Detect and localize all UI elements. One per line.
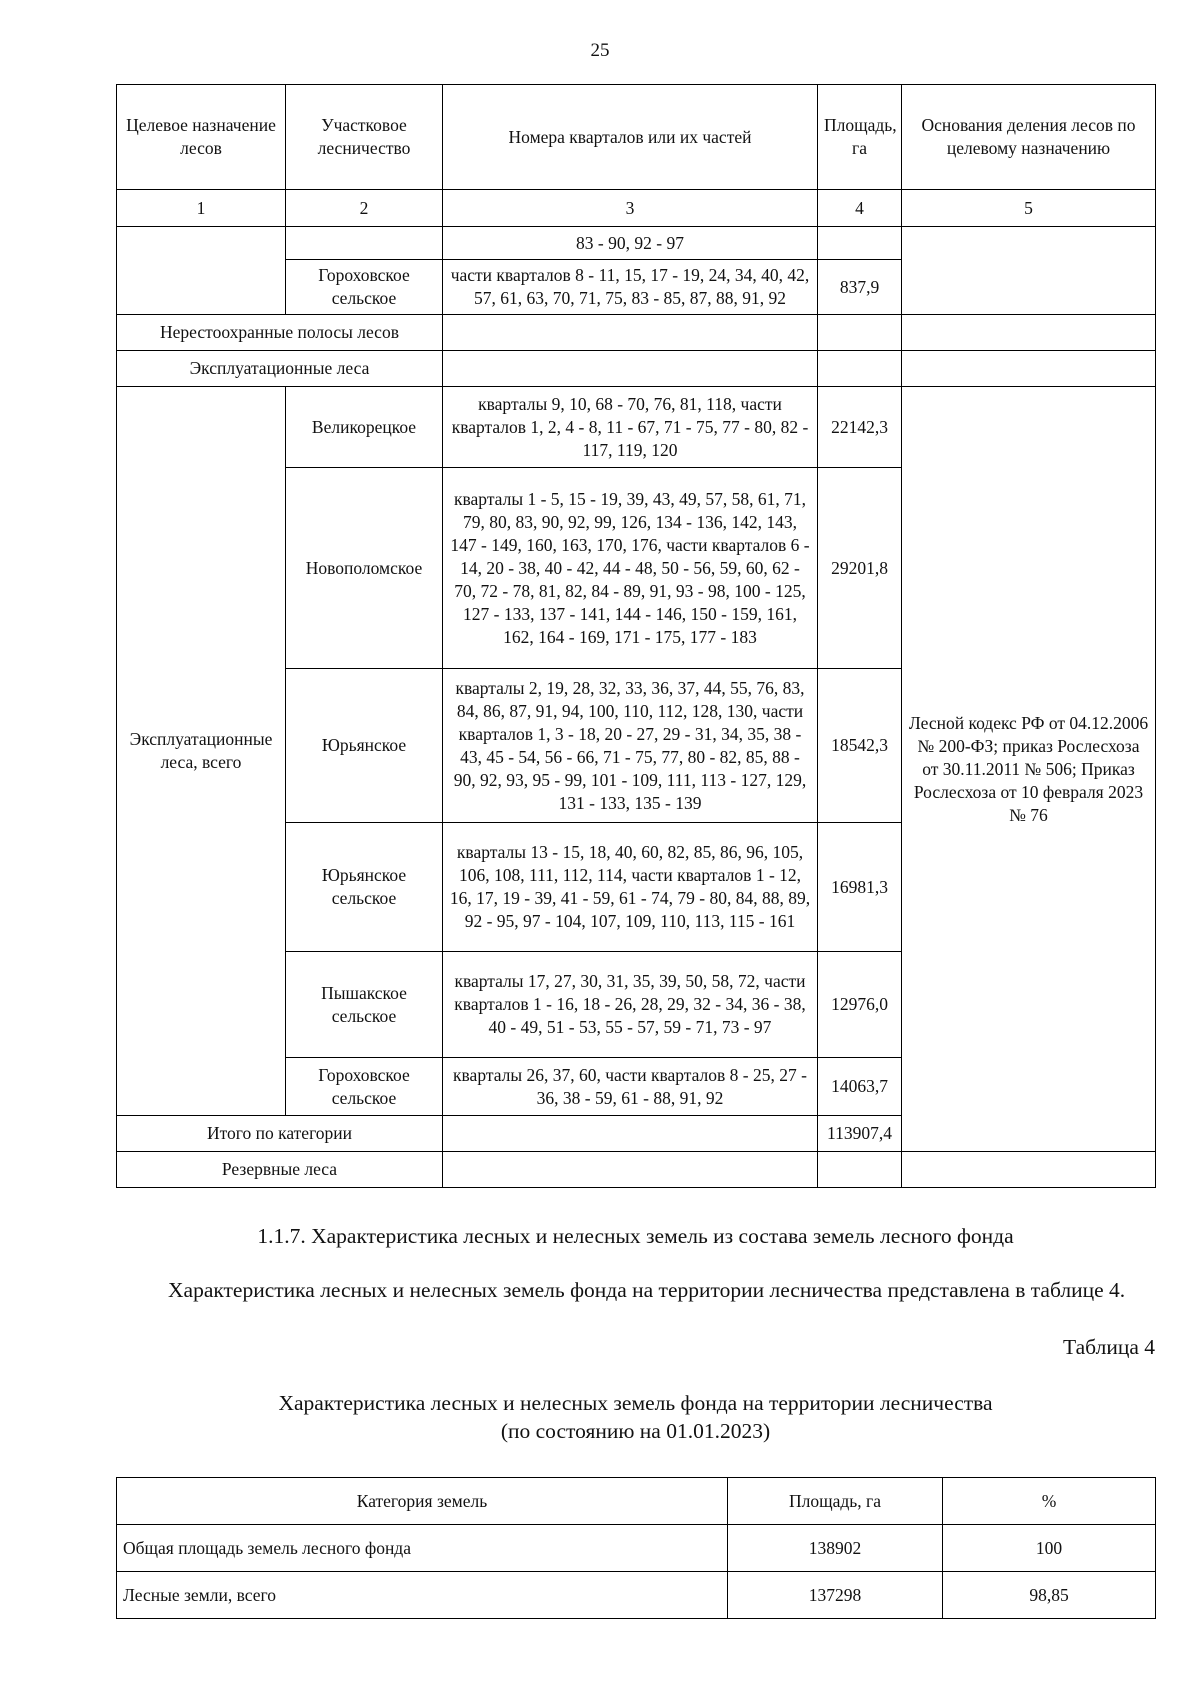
forest-purpose-table xyxy=(116,84,1156,1188)
empty-cell xyxy=(902,227,1156,315)
header-percent: % xyxy=(943,1478,1156,1525)
header-quarters: Номера кварталов или их частей xyxy=(443,85,818,190)
area-cell: 22142,3 xyxy=(818,387,902,468)
table-caption-line: (по состоянию на 01.01.2023) xyxy=(500,1419,771,1443)
area-cell: 16981,3 xyxy=(818,823,902,952)
column-number: 4 xyxy=(818,190,902,227)
empty-cell xyxy=(818,1152,902,1188)
table-row xyxy=(117,387,1156,468)
header-purpose: Целевое назначение лесов xyxy=(117,85,286,190)
empty-cell xyxy=(117,227,286,315)
category-cell: Общая площадь земель лесного фонда xyxy=(117,1525,728,1572)
category-cell: Эксплуатационные леса xyxy=(117,351,443,387)
empty-cell xyxy=(902,1152,1156,1188)
column-number-row xyxy=(117,190,1156,227)
quarters-cell: кварталы 17, 27, 30, 31, 35, 39, 50, 58, 72, части кварталов 1 - 16, 18 - 26, 28, 29, 32 - 34, 36 - 38, 40 - 49, 51 - 53, 55 - 57, 59 - 71, 73 - 97 xyxy=(443,952,818,1058)
table-caption xyxy=(116,1389,1155,1445)
area-cell: 137298 xyxy=(728,1572,943,1619)
land-category-table xyxy=(116,1477,1156,1619)
table-caption-line: Характеристика лесных и нелесных земель фонда на территории лесничества xyxy=(278,1391,993,1415)
area-cell: 29201,8 xyxy=(818,468,902,669)
empty-cell xyxy=(443,1116,818,1152)
forestry-cell: Юрьянское сельское xyxy=(286,823,443,952)
header-basis: Основания деления лесов по целевому назначению xyxy=(902,85,1156,190)
area-cell: 18542,3 xyxy=(818,669,902,823)
empty-cell xyxy=(818,351,902,387)
empty-cell xyxy=(286,227,443,260)
column-number: 5 xyxy=(902,190,1156,227)
basis-cell: Лесной кодекс РФ от 04.12.2006 № 200-ФЗ; приказ Рослесхоза от 30.11.2011 № 506; Приказ Рослесхоза от 10 февраля 2023 № 76 xyxy=(902,387,1156,1152)
forestry-cell: Пышакское сельское xyxy=(286,952,443,1058)
empty-cell xyxy=(902,315,1156,351)
quarters-cell: кварталы 1 - 5, 15 - 19, 39, 43, 49, 57, 58, 61, 71, 79, 80, 83, 90, 92, 99, 126, 134 - 136, 142, 143, 147 - 149, 160, 163, 170, 176, части кварталов 6 - 14, 20 - 38, 40 - 42, 44 - 48, 50 - 56, 59, 60, 62 - 70, 72 - 78, 81, 82, 84 - 89, 91, 93 - 98, 100 - 125, 127 - 133, 137 - 141, 144 - 146, 150 - 159, 161, 162, 164 - 169, 171 - 175, 177 - 183 xyxy=(443,468,818,669)
table-header-row xyxy=(117,85,1156,190)
table-row xyxy=(117,1572,1156,1619)
paragraph: Характеристика лесных и нелесных земель фонда на территории лесничества представлена в таблице 4. xyxy=(168,1278,1126,1302)
total-area-cell: 113907,4 xyxy=(818,1116,902,1152)
forestry-cell: Новополомское xyxy=(286,468,443,669)
quarters-cell: части кварталов 8 - 11, 15, 17 - 19, 24, 34, 40, 42, 57, 61, 63, 70, 71, 75, 83 - 85, 87, 88, 91, 92 xyxy=(443,260,818,315)
percent-cell: 100 xyxy=(943,1525,1156,1572)
area-cell: 837,9 xyxy=(818,260,902,315)
column-number: 1 xyxy=(117,190,286,227)
quarters-cell: кварталы 2, 19, 28, 32, 33, 36, 37, 44, 55, 76, 83, 84, 86, 87, 91, 94, 100, 110, 112, 128, 130, части кварталов 1, 3 - 18, 20 - 27, 29 - 31, 34, 35, 38 - 43, 45 - 54, 56 - 66, 71 - 75, 77, 80 - 82, 85, 88 - 90, 92, 93, 95 - 99, 101 - 109, 111, 113 - 127, 129, 131 - 133, 135 - 139 xyxy=(443,669,818,823)
page-number: 25 xyxy=(590,40,610,61)
table-row xyxy=(117,1152,1156,1188)
table-row xyxy=(117,1525,1156,1572)
total-label-cell: Итого по категории xyxy=(117,1116,443,1152)
area-cell: 138902 xyxy=(728,1525,943,1572)
header-forestry: Участковое лесничество xyxy=(286,85,443,190)
category-cell: Резервные леса xyxy=(117,1152,443,1188)
percent-cell: 98,85 xyxy=(943,1572,1156,1619)
empty-cell xyxy=(818,315,902,351)
table-label: Таблица 4 xyxy=(1063,1335,1155,1359)
forestry-cell: Гороховское сельское xyxy=(286,1058,443,1116)
header-area: Площадь, га xyxy=(728,1478,943,1525)
forestry-cell: Гороховское сельское xyxy=(286,260,443,315)
quarters-cell: кварталы 26, 37, 60, части кварталов 8 - 25, 27 - 36, 38 - 59, 61 - 88, 91, 92 xyxy=(443,1058,818,1116)
area-cell: 12976,0 xyxy=(818,952,902,1058)
empty-cell xyxy=(818,227,902,260)
quarters-cell: 83 - 90, 92 - 97 xyxy=(443,227,818,260)
empty-cell xyxy=(443,351,818,387)
area-cell: 14063,7 xyxy=(818,1058,902,1116)
header-category: Категория земель xyxy=(117,1478,728,1525)
quarters-cell: кварталы 13 - 15, 18, 40, 60, 82, 85, 86, 96, 105, 106, 108, 111, 112, 114, части кварталов 1 - 12, 16, 17, 19 - 39, 41 - 59, 61 - 74, 79 - 80, 84, 88, 89, 92 - 95, 97 - 104, 107, 109, 110, 113, 115 - 161 xyxy=(443,823,818,952)
header-area: Площадь, га xyxy=(818,85,902,190)
column-number: 2 xyxy=(286,190,443,227)
section-heading: 1.1.7. Характеристика лесных и нелесных земель из состава земель лесного фонда xyxy=(257,1224,1014,1248)
table-row xyxy=(117,351,1156,387)
empty-cell xyxy=(443,1152,818,1188)
table-header-row xyxy=(117,1478,1156,1525)
quarters-cell: кварталы 9, 10, 68 - 70, 76, 81, 118, части кварталов 1, 2, 4 - 8, 11 - 67, 71 - 75, 77 - 80, 82 - 117, 119, 120 xyxy=(443,387,818,468)
purpose-cell: Эксплуатационные леса, всего xyxy=(117,387,286,1116)
category-cell: Лесные земли, всего xyxy=(117,1572,728,1619)
column-number: 3 xyxy=(443,190,818,227)
category-cell: Нерестоохранные полосы лесов xyxy=(117,315,443,351)
table-row xyxy=(117,315,1156,351)
forestry-cell: Юрьянское xyxy=(286,669,443,823)
empty-cell xyxy=(902,351,1156,387)
table-row xyxy=(117,227,1156,260)
forestry-cell: Великорецкое xyxy=(286,387,443,468)
empty-cell xyxy=(443,315,818,351)
